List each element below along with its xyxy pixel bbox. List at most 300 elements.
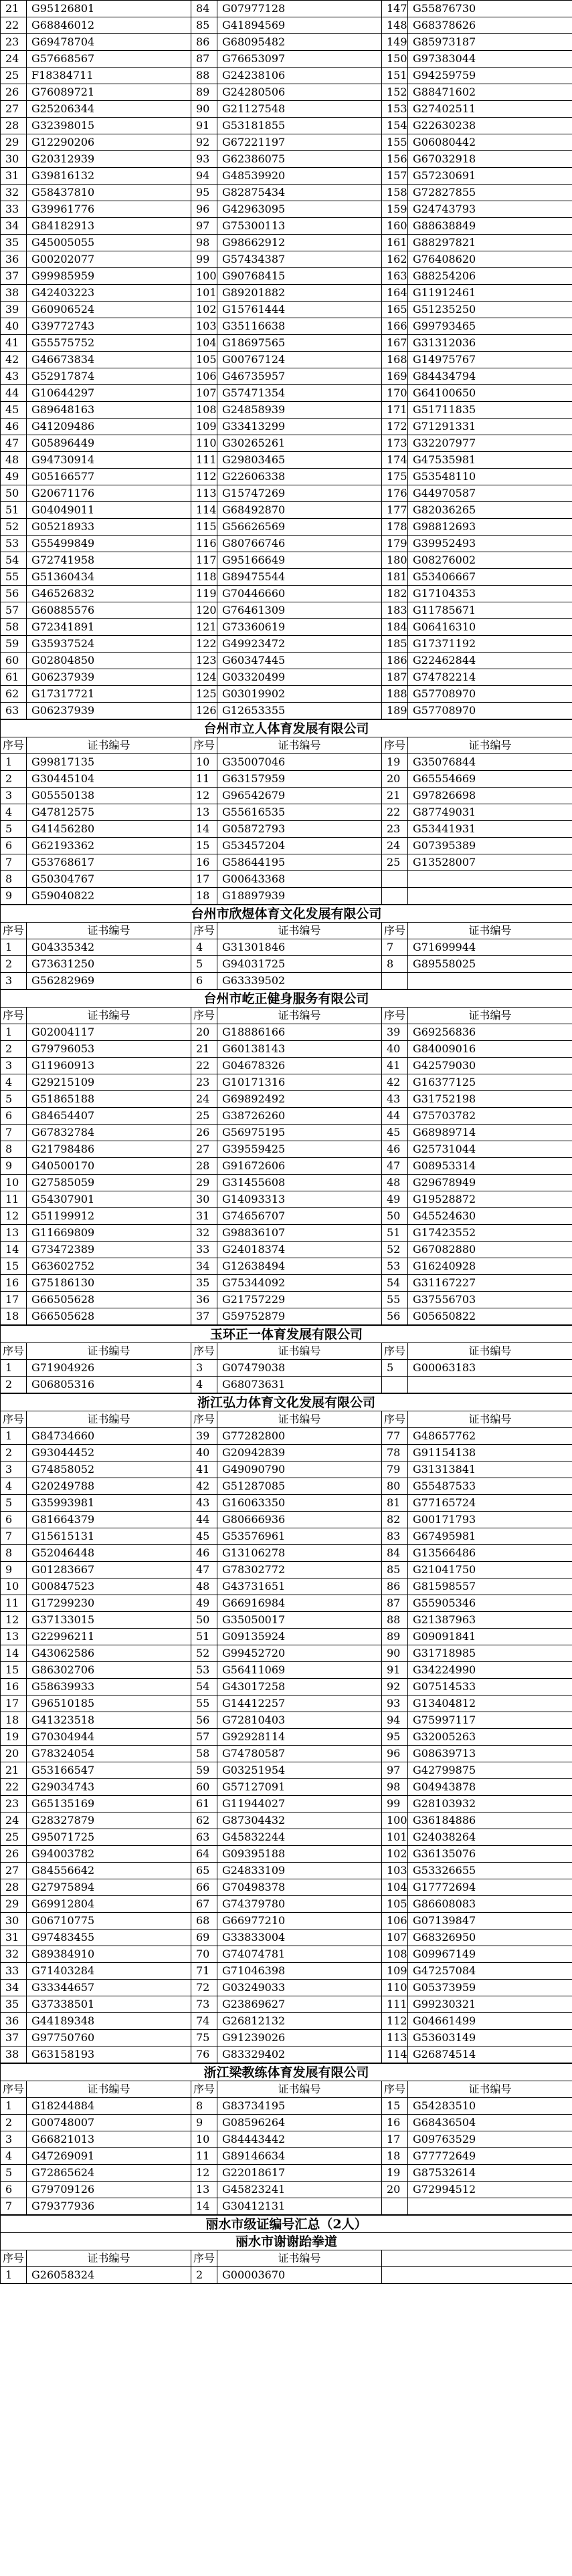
certificate-number: G04943878 [408, 1779, 572, 1796]
certificate-number: G98836107 [217, 1225, 382, 1242]
row-number: 43 [191, 1495, 217, 1512]
table-row [1, 1175, 572, 1191]
certificate-number: G17104353 [408, 586, 572, 602]
certificate-number: G84434794 [408, 368, 572, 385]
row-number: 3 [1, 1058, 27, 1074]
row-number: 8 [1, 1545, 27, 1562]
summary-title: 丽水市级证编号汇总（2人） [1, 2216, 572, 2233]
certificate-number: G53166547 [27, 1762, 191, 1779]
certificate-number: G75344092 [217, 1275, 382, 1292]
row-number: 24 [1, 1812, 27, 1829]
header-cert: 证书编号 [27, 737, 191, 754]
row-number: 90 [382, 1645, 408, 1662]
row-number: 102 [382, 1846, 408, 1863]
row-number: 101 [191, 285, 217, 302]
row-number: 36 [1, 251, 27, 268]
table-row [1, 502, 572, 519]
table-row [1, 939, 572, 956]
row-number: 7 [1, 1125, 27, 1141]
table-row [1, 1595, 572, 1612]
certificate-number: G03249033 [217, 1980, 382, 1996]
table-row [1, 754, 572, 771]
certificate-number: G66505628 [27, 1308, 191, 1325]
row-number: 153 [382, 101, 408, 118]
summary-title-row [1, 2216, 572, 2233]
row-number [382, 1377, 408, 1393]
row-number: 182 [382, 586, 408, 602]
row-number: 13 [191, 804, 217, 821]
row-number: 7 [382, 939, 408, 956]
certificate-number: G94003782 [27, 1846, 191, 1863]
row-number: 62 [1, 686, 27, 703]
row-number: 58 [1, 619, 27, 636]
certificate-number: G72741958 [27, 552, 191, 569]
row-number: 152 [382, 84, 408, 101]
certificate-number: G29034743 [27, 1779, 191, 1796]
row-number: 23 [1, 34, 27, 51]
certificate-number: G41209486 [27, 419, 191, 435]
certificate-number: G21798486 [27, 1141, 191, 1158]
table-row [1, 1946, 572, 1963]
certificate-number: G41456280 [27, 821, 191, 838]
table-row [1, 1913, 572, 1929]
certificate-number: G74858052 [27, 1461, 191, 1478]
certificate-number: G08276002 [408, 552, 572, 569]
header-cert: 证书编号 [217, 923, 382, 939]
table-row [1, 1495, 572, 1512]
table-row [1, 2046, 572, 2063]
certificate-number: G31718985 [408, 1645, 572, 1662]
row-number: 26 [1, 1846, 27, 1863]
table-row [1, 1996, 572, 2013]
certificate-number: G12653355 [217, 703, 382, 719]
row-number: 2 [1, 771, 27, 788]
certificate-number: G55876730 [408, 1, 572, 17]
row-number: 84 [382, 1545, 408, 1562]
row-number: 163 [382, 268, 408, 285]
certificate-number: G43731651 [217, 1578, 382, 1595]
header-no: 序号 [382, 1343, 408, 1360]
row-number: 57 [191, 1729, 217, 1746]
certificate-number: G05166577 [27, 469, 191, 485]
row-number: 25 [382, 854, 408, 871]
certificate-number: G10171316 [217, 1074, 382, 1091]
certificate-table [0, 2063, 572, 2215]
row-number: 10 [1, 1175, 27, 1191]
row-number: 11 [1, 1595, 27, 1612]
certificate-number: G00063183 [408, 1360, 572, 1377]
row-number: 177 [382, 502, 408, 519]
section-title: 台州市屹正健身服务有限公司 [1, 990, 572, 1008]
certificate-number: G57127091 [217, 1779, 382, 1796]
certificate-number: G51360434 [27, 569, 191, 586]
row-number: 60 [191, 1779, 217, 1796]
row-number: 55 [191, 1695, 217, 1712]
certificate-table [0, 1325, 572, 1393]
row-number: 49 [191, 1595, 217, 1612]
header-no: 序号 [1, 2081, 27, 2098]
certificate-number: G06080442 [408, 134, 572, 151]
header-row [1, 1411, 572, 1428]
certificate-number: G51711835 [408, 402, 572, 419]
row-number: 29 [1, 1896, 27, 1913]
certificate-number: G45832244 [217, 1829, 382, 1846]
row-number: 114 [382, 2046, 408, 2063]
table-row [1, 653, 572, 669]
certificate-number: G84654407 [27, 1108, 191, 1125]
row-number: 39 [382, 1024, 408, 1041]
certificate-number: G32398015 [27, 118, 191, 134]
certificate-number: G00847523 [27, 1578, 191, 1595]
certificate-number: G23869627 [217, 1996, 382, 2013]
certificate-number: G89146634 [217, 2148, 382, 2165]
table-row [1, 2098, 572, 2115]
row-number: 2 [1, 1445, 27, 1461]
certificate-number: G67082880 [408, 1242, 572, 1258]
table-row [1, 1779, 572, 1796]
header-no: 序号 [1, 737, 27, 754]
certificate-number: G48539920 [217, 168, 382, 185]
row-number: 16 [382, 2115, 408, 2131]
certificate-number: G72827855 [408, 185, 572, 201]
row-number: 84 [191, 1, 217, 17]
row-number: 1 [1, 2267, 27, 2284]
row-number: 61 [1, 669, 27, 686]
header-no: 序号 [191, 923, 217, 939]
row-number: 7 [1, 854, 27, 871]
row-number: 14 [1, 1645, 27, 1662]
certificate-number: G57708970 [408, 703, 572, 719]
table-row [1, 821, 572, 838]
row-number: 76 [191, 2046, 217, 2063]
row-number: 6 [191, 973, 217, 989]
certificate-number: G02804850 [27, 653, 191, 669]
row-number: 103 [191, 318, 217, 335]
certificate-number: G71291331 [408, 419, 572, 435]
row-number: 110 [382, 1980, 408, 1996]
row-number: 50 [1, 485, 27, 502]
certificate-number: G45823241 [217, 2182, 382, 2198]
certificate-number: G96510185 [27, 1695, 191, 1712]
certificate-number: G35937524 [27, 636, 191, 653]
row-number: 93 [382, 1695, 408, 1712]
certificate-number: G13566486 [408, 1545, 572, 1562]
row-number: 48 [191, 1578, 217, 1595]
certificate-number: G68989714 [408, 1125, 572, 1141]
certificate-number: G75703782 [408, 1108, 572, 1125]
certificate-number: G91672606 [217, 1158, 382, 1175]
row-number: 123 [191, 653, 217, 669]
certificate-number: G26058324 [27, 2267, 191, 2284]
certificate-number: G53548110 [408, 469, 572, 485]
certificate-number: G98812693 [408, 519, 572, 536]
table-row [1, 2030, 572, 2046]
table-row [1, 118, 572, 134]
row-number: 34 [1, 218, 27, 235]
row-number: 50 [382, 1208, 408, 1225]
empty-cell [382, 2267, 572, 2284]
certificate-number: G05550138 [27, 788, 191, 804]
certificate-number: G97826698 [408, 788, 572, 804]
row-number: 11 [1, 1191, 27, 1208]
header-no: 序号 [382, 923, 408, 939]
row-number: 148 [382, 17, 408, 34]
row-number: 44 [382, 1108, 408, 1125]
row-number: 39 [191, 1428, 217, 1445]
row-number: 30 [1, 1913, 27, 1929]
certificate-number: G57708970 [408, 686, 572, 703]
row-number: 185 [382, 636, 408, 653]
certificate-number: G00643368 [217, 871, 382, 888]
row-number: 92 [191, 134, 217, 151]
row-number: 97 [382, 1762, 408, 1779]
certificate-number: G55905346 [408, 1595, 572, 1612]
row-number: 46 [1, 419, 27, 435]
row-number: 13 [1, 1629, 27, 1645]
certificate-number: G76408620 [408, 251, 572, 268]
certificate-number: G48657762 [408, 1428, 572, 1445]
certificate-number: G69912804 [27, 1896, 191, 1913]
row-number: 108 [382, 1946, 408, 1963]
table-row [1, 1695, 572, 1712]
certificate-number: G82875434 [217, 185, 382, 201]
certificate-number: G90768415 [217, 268, 382, 285]
row-number: 25 [1, 1829, 27, 1846]
table-row [1, 251, 572, 268]
certificate-number: G15747269 [217, 485, 382, 502]
row-number: 71 [191, 1963, 217, 1980]
table-row [1, 1980, 572, 1996]
certificate-number: G04661499 [408, 2013, 572, 2030]
certificate-number: G05373959 [408, 1980, 572, 1996]
certificate-number: G83329402 [217, 2046, 382, 2063]
table-row [1, 151, 572, 168]
certificate-number: G31313841 [408, 1461, 572, 1478]
row-number: 15 [1, 1662, 27, 1679]
row-number: 8 [1, 1141, 27, 1158]
row-number: 111 [382, 1996, 408, 2013]
header-cert: 证书编号 [408, 1343, 572, 1360]
row-number: 56 [1, 586, 27, 602]
certificate-number: G18897939 [217, 888, 382, 905]
row-number: 7 [1, 1528, 27, 1545]
certificate-number: G44970587 [408, 485, 572, 502]
table-row [1, 1428, 572, 1445]
row-number: 80 [382, 1478, 408, 1495]
row-number: 12 [1, 1612, 27, 1629]
certificate-number: G17317721 [27, 686, 191, 703]
table-row [1, 235, 572, 251]
row-number: 28 [1, 118, 27, 134]
row-number: 54 [1, 552, 27, 569]
row-number: 1 [1, 1360, 27, 1377]
certificate-number: G62193362 [27, 838, 191, 854]
row-number: 1 [1, 754, 27, 771]
table-row [1, 268, 572, 285]
certificate-number: G46735957 [217, 368, 382, 385]
row-number: 77 [382, 1428, 408, 1445]
table-row [1, 1225, 572, 1242]
row-number: 95 [382, 1729, 408, 1746]
header-cert: 证书编号 [27, 1343, 191, 1360]
row-number: 2 [191, 2267, 217, 2284]
row-number: 40 [191, 1445, 217, 1461]
section-title-row [1, 720, 572, 737]
certificate-number: G74379780 [217, 1896, 382, 1913]
row-number: 6 [1, 838, 27, 854]
row-number: 45 [382, 1125, 408, 1141]
certificate-number: G16240928 [408, 1258, 572, 1275]
row-number: 8 [191, 2098, 217, 2115]
row-number: 111 [191, 452, 217, 469]
certificate-number: G70498378 [217, 1879, 382, 1896]
row-number: 18 [1, 1712, 27, 1729]
table-row [1, 101, 572, 118]
certificate-number: G01283667 [27, 1562, 191, 1578]
row-number: 37 [1, 2030, 27, 2046]
certificate-number: G70446660 [217, 586, 382, 602]
certificate-number: G84182913 [27, 218, 191, 235]
certificate-number: G69478704 [27, 34, 191, 51]
certificate-number: G42799875 [408, 1762, 572, 1779]
certificate-number: G57471354 [217, 385, 382, 402]
row-number: 5 [382, 1360, 408, 1377]
certificate-number: G22462844 [408, 653, 572, 669]
certificate-number: G30412131 [217, 2198, 382, 2215]
table-row [1, 68, 572, 84]
certificate-number: G53457204 [217, 838, 382, 854]
row-number: 89 [382, 1629, 408, 1645]
certificate-number: G53326655 [408, 1863, 572, 1879]
header-cert: 证书编号 [217, 1411, 382, 1428]
header-no: 序号 [1, 923, 27, 939]
row-number: 16 [1, 1275, 27, 1292]
certificate-number: G95166649 [217, 552, 382, 569]
certificate-number: G65135169 [27, 1796, 191, 1812]
row-number: 17 [382, 2131, 408, 2148]
row-number: 36 [1, 2013, 27, 2030]
row-number: 126 [191, 703, 217, 719]
row-number: 32 [1, 185, 27, 201]
row-number: 38 [1, 2046, 27, 2063]
certificate-number: G06416310 [408, 619, 572, 636]
certificate-number: G60885576 [27, 602, 191, 619]
certificate-number: G06237939 [27, 703, 191, 719]
certificate-number: G24038264 [408, 1829, 572, 1846]
row-number: 30 [1, 151, 27, 168]
certificate-number: G05896449 [27, 435, 191, 452]
row-number: 43 [382, 1091, 408, 1108]
certificate-number: G73472389 [27, 1242, 191, 1258]
certificate-number: G20671176 [27, 485, 191, 502]
certificate-number: G20249788 [27, 1478, 191, 1495]
row-number: 52 [382, 1242, 408, 1258]
certificate-number: G09967149 [408, 1946, 572, 1963]
row-number: 74 [191, 2013, 217, 2030]
certificate-number: G99793465 [408, 318, 572, 335]
certificate-number: G80666936 [217, 1512, 382, 1528]
row-number: 15 [1, 1258, 27, 1275]
certificate-number: G68095482 [217, 34, 382, 51]
table-row [1, 1662, 572, 1679]
certificate-number: G57230691 [408, 168, 572, 185]
certificate-number: G72810403 [217, 1712, 382, 1729]
section-title-row [1, 905, 572, 923]
row-number: 15 [382, 2098, 408, 2115]
certificate-number: G11960913 [27, 1058, 191, 1074]
table-row [1, 1879, 572, 1896]
row-number: 164 [382, 285, 408, 302]
row-number: 32 [191, 1225, 217, 1242]
certificate-number: G95126801 [27, 1, 191, 17]
certificate-number: G13106278 [217, 1545, 382, 1562]
row-number: 18 [1, 1308, 27, 1325]
table-row [1, 485, 572, 502]
table-row [1, 2115, 572, 2131]
row-number: 54 [382, 1275, 408, 1292]
certificate-number: G04049011 [27, 502, 191, 519]
section-title: 台州市欣煜体育文化发展有限公司 [1, 905, 572, 923]
certificate-number: G21757229 [217, 1292, 382, 1308]
certificate-number: G55499849 [27, 536, 191, 552]
row-number: 183 [382, 602, 408, 619]
certificate-number: G15761444 [217, 302, 382, 318]
certificate-number: G17423552 [408, 1225, 572, 1242]
table-row [1, 2131, 572, 2148]
certificate-number: G21041750 [408, 1562, 572, 1578]
certificate-number: G17772694 [408, 1879, 572, 1896]
row-number: 41 [1, 335, 27, 352]
header-cert: 证书编号 [408, 1411, 572, 1428]
row-number: 46 [191, 1545, 217, 1562]
row-number: 27 [1, 101, 27, 118]
table-row [1, 703, 572, 719]
certificate-number: G29803465 [217, 452, 382, 469]
row-number: 187 [382, 669, 408, 686]
certificate-number: G39816132 [27, 168, 191, 185]
certificate-number: G33413299 [217, 419, 382, 435]
certificate-number: G51287085 [217, 1478, 382, 1495]
certificate-number: G04335342 [27, 939, 191, 956]
row-number: 174 [382, 452, 408, 469]
row-number: 166 [382, 318, 408, 335]
table-row [1, 1846, 572, 1863]
header-cert: 证书编号 [217, 1343, 382, 1360]
row-number: 20 [1, 1746, 27, 1762]
certificate-number: G92928114 [217, 1729, 382, 1746]
certificate-number: G11912461 [408, 285, 572, 302]
row-number: 96 [382, 1746, 408, 1762]
row-number: 107 [191, 385, 217, 402]
row-number: 39 [1, 302, 27, 318]
row-number: 58 [191, 1746, 217, 1762]
row-number: 45 [1, 402, 27, 419]
certificate-number: G73360619 [217, 619, 382, 636]
certificate-number: G97383044 [408, 51, 572, 68]
certificate-number: G91154138 [408, 1445, 572, 1461]
certificate-number: G30445104 [27, 771, 191, 788]
table-row [1, 804, 572, 821]
table-row [1, 1125, 572, 1141]
certificate-number: G30265261 [217, 435, 382, 452]
table-row [1, 2267, 572, 2284]
certificate-number: G45005055 [27, 235, 191, 251]
certificate-number: G03251954 [217, 1762, 382, 1779]
row-number: 29 [191, 1175, 217, 1191]
certificate-number: G89648163 [27, 402, 191, 419]
certificate-number: G47257084 [408, 1963, 572, 1980]
row-number: 109 [382, 1963, 408, 1980]
